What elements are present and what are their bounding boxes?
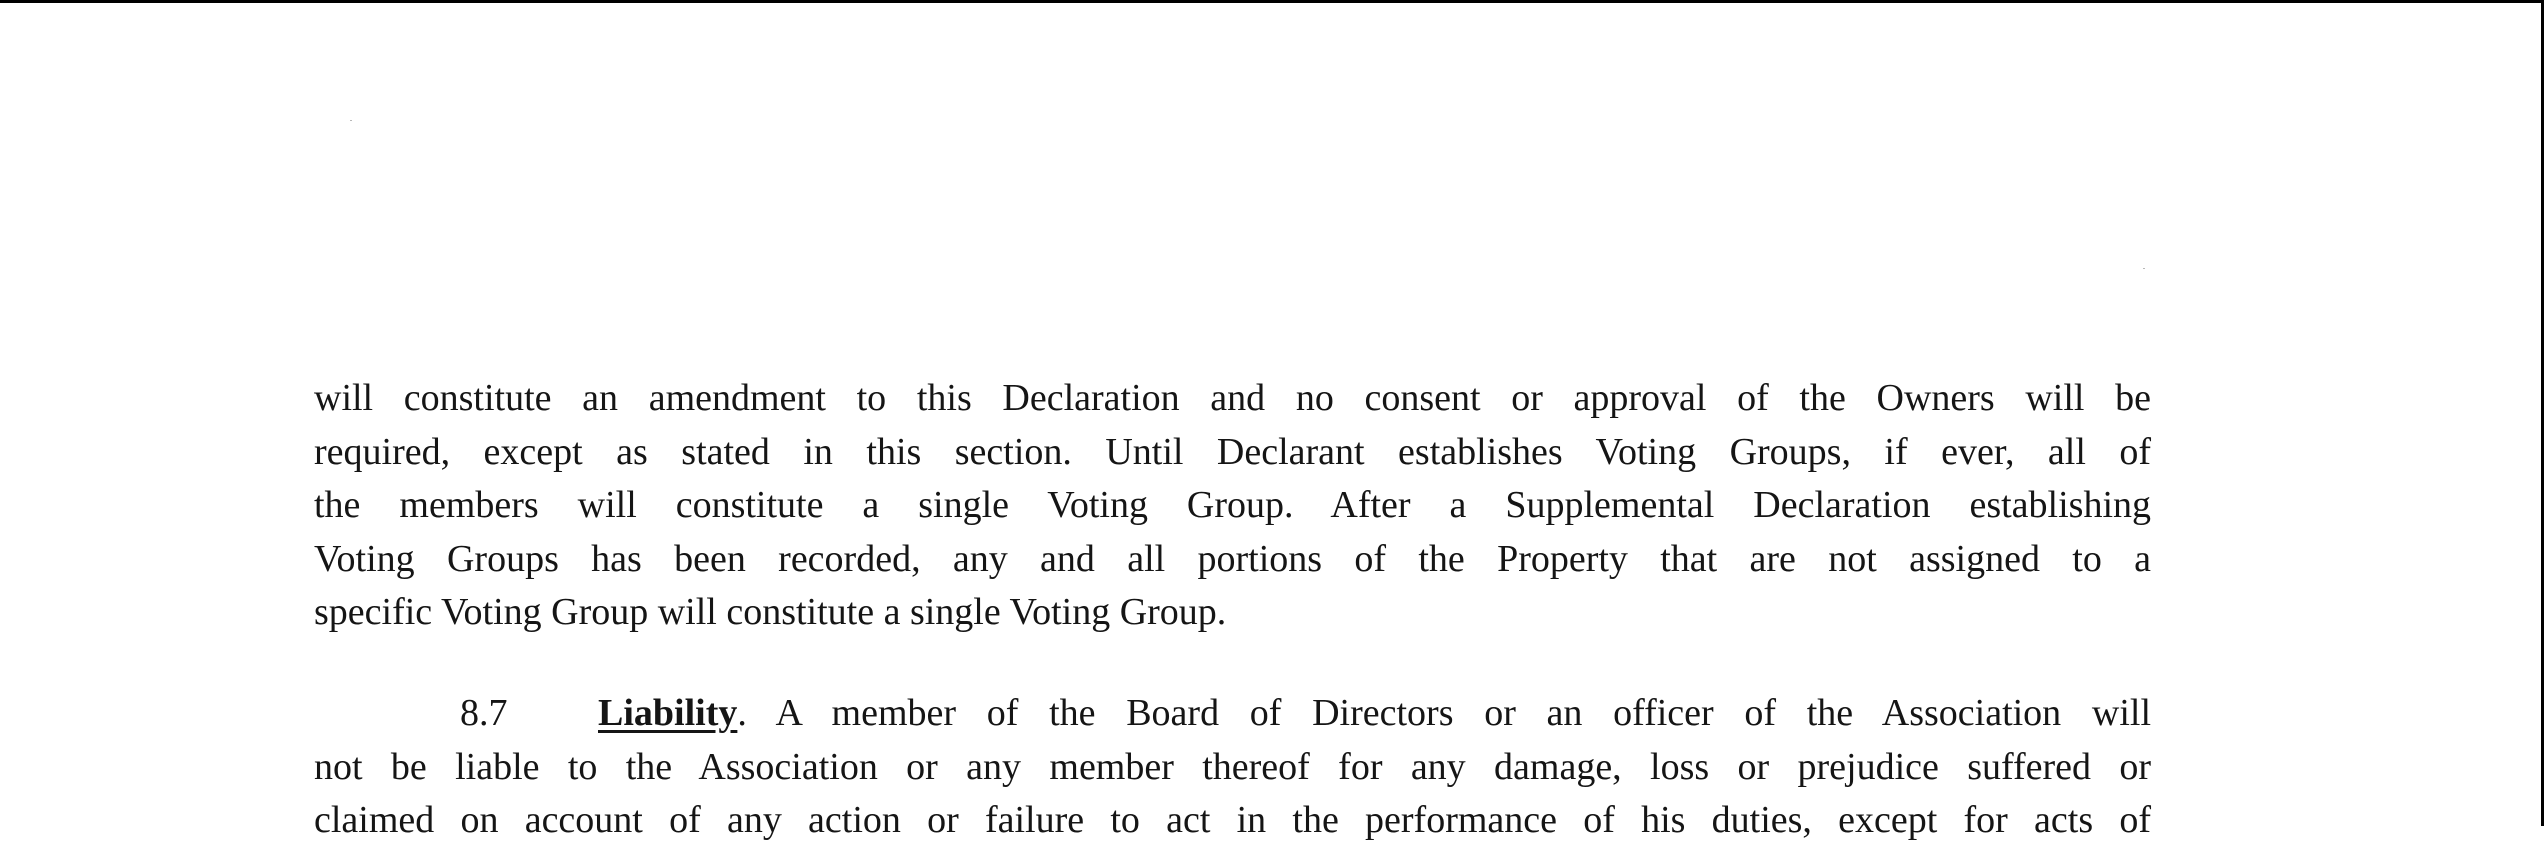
text-line: specific Voting Group will constitute a single Voting Group. <box>314 591 1227 634</box>
section-text: . A member of the Board of Directors or an officer of the Association will <box>737 692 2151 734</box>
text-line: Voting Groups has been recorded, any and all portions of the Property that are not assigned to a <box>314 537 2151 580</box>
text-line: will constitute an amendment to this Declaration and no consent or approval of the Owners will be <box>314 377 2151 419</box>
scan-speck <box>2143 268 2145 269</box>
section-liability <box>314 687 2151 848</box>
text-line: claimed on account of any action or failure to act in the performance of his duties, except for acts of <box>314 799 2151 842</box>
page-top-border <box>0 0 2544 3</box>
text-line: the members will constitute a single Voting Group. After a Supplemental Declaration establishing <box>314 484 2151 527</box>
section-title: Liability <box>598 692 738 734</box>
paragraph-voting-groups <box>314 372 2151 640</box>
text-line: not be liable to the Association or any member thereof for any damage, loss or prejudice suffered or <box>314 745 2151 788</box>
section-heading-line <box>314 687 2151 741</box>
section-number: 8.7 <box>460 692 508 734</box>
text-line: required, except as stated in this section. Until Declarant establishes Voting Groups, if ever, all of <box>314 430 2151 473</box>
scan-speck <box>350 120 352 121</box>
